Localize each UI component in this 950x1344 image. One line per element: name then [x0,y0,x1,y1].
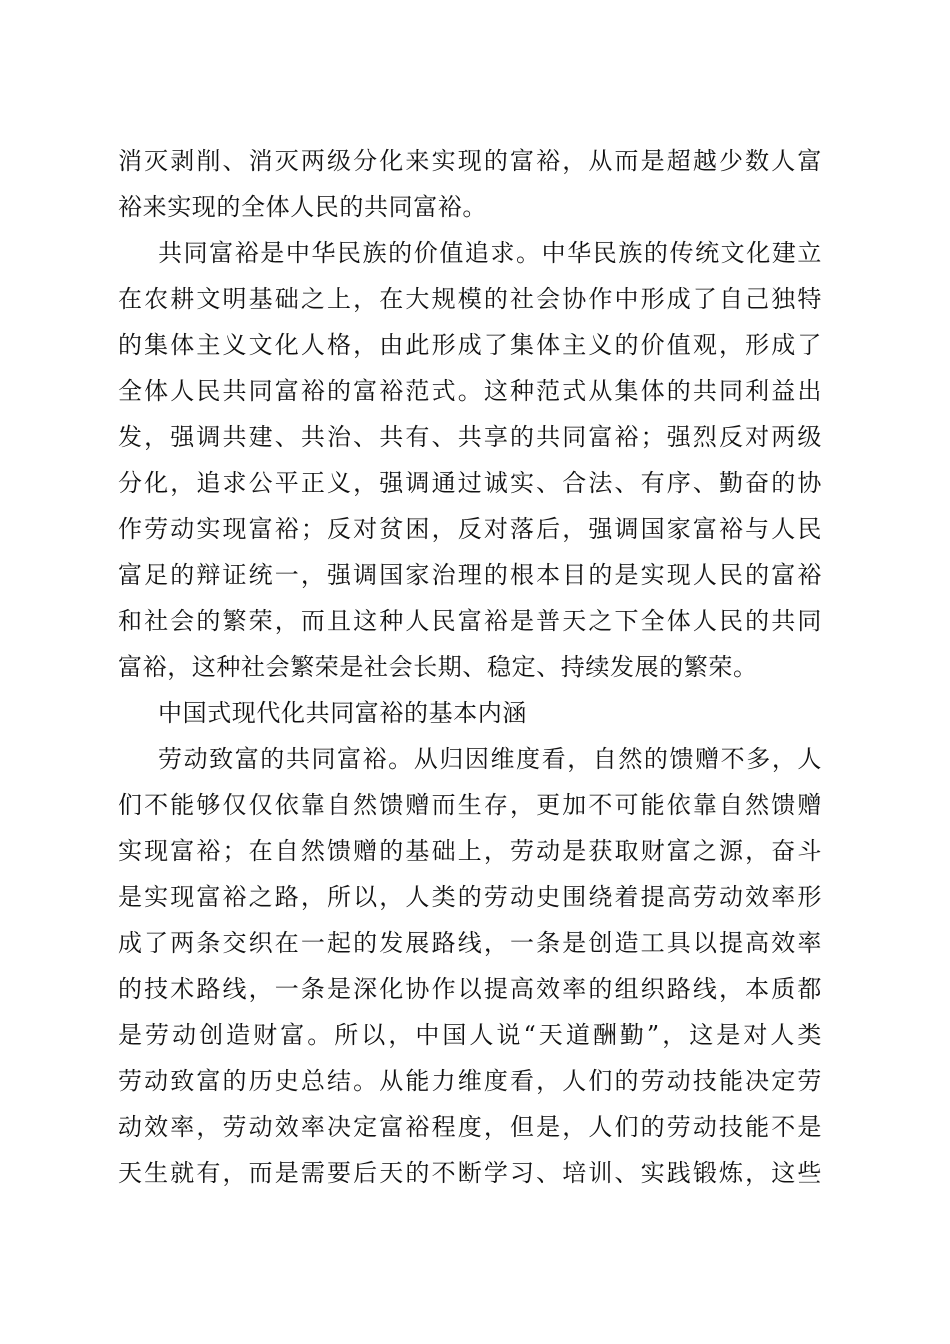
text-line: 动效率，劳动效率决定富裕程度，但是，人们的劳动技能不是 [118,1113,822,1141]
text-line: 富裕，这种社会繁荣是社会长期、稳定、持续发展的繁荣。 [118,653,758,681]
text-line: 全体人民共同富裕的富裕范式。这种范式从集体的共同利益出 [118,377,822,405]
text-line: 们不能够仅仅依靠自然馈赠而生存，更加不可能依靠自然馈赠 [118,791,822,819]
text-line: 富足的辩证统一，强调国家治理的根本目的是实现人民的富裕 [118,561,822,589]
text-line: 的集体主义文化人格，由此形成了集体主义的价值观，形成了 [118,331,822,359]
text-line: 作劳动实现富裕；反对贫困，反对落后，强调国家富裕与人民 [118,515,822,543]
text-line: 是劳动创造财富。所以，中国人说“天道酬勤”，这是对人类 [118,1021,822,1049]
text-line: 的技术路线，一条是深化协作以提高效率的组织路线，本质都 [118,975,822,1003]
text-line: 在农耕文明基础之上，在大规模的社会协作中形成了自己独特 [118,285,822,313]
text-line: 是实现富裕之路，所以，人类的劳动史围绕着提高劳动效率形 [118,883,822,911]
text-line: 共同富裕是中华民族的价值追求。中华民族的传统文化建立 [158,239,822,267]
text-line: 和社会的繁荣，而且这种人民富裕是普天之下全体人民的共同 [118,607,822,635]
text-line: 天生就有，而是需要后天的不断学习、培训、实践锻炼，这些 [118,1159,822,1187]
section-heading: 中国式现代化共同富裕的基本内涵 [158,699,527,727]
text-line: 裕来实现的全体人民的共同富裕。 [118,193,487,221]
text-line: 消灭剥削、消灭两级分化来实现的富裕，从而是超越少数人富 [118,147,822,175]
text-line: 成了两条交织在一起的发展路线，一条是创造工具以提高效率 [118,929,822,957]
text-line: 实现富裕；在自然馈赠的基础上，劳动是获取财富之源，奋斗 [118,837,822,865]
text-line: 分化，追求公平正义，强调通过诚实、合法、有序、勤奋的协 [118,469,822,497]
text-line: 劳动致富的共同富裕。从归因维度看，自然的馈赠不多，人 [158,745,822,773]
text-line: 劳动致富的历史总结。从能力维度看，人们的劳动技能决定劳 [118,1067,822,1095]
text-line: 发，强调共建、共治、共有、共享的共同富裕；强烈反对两级 [118,423,822,451]
